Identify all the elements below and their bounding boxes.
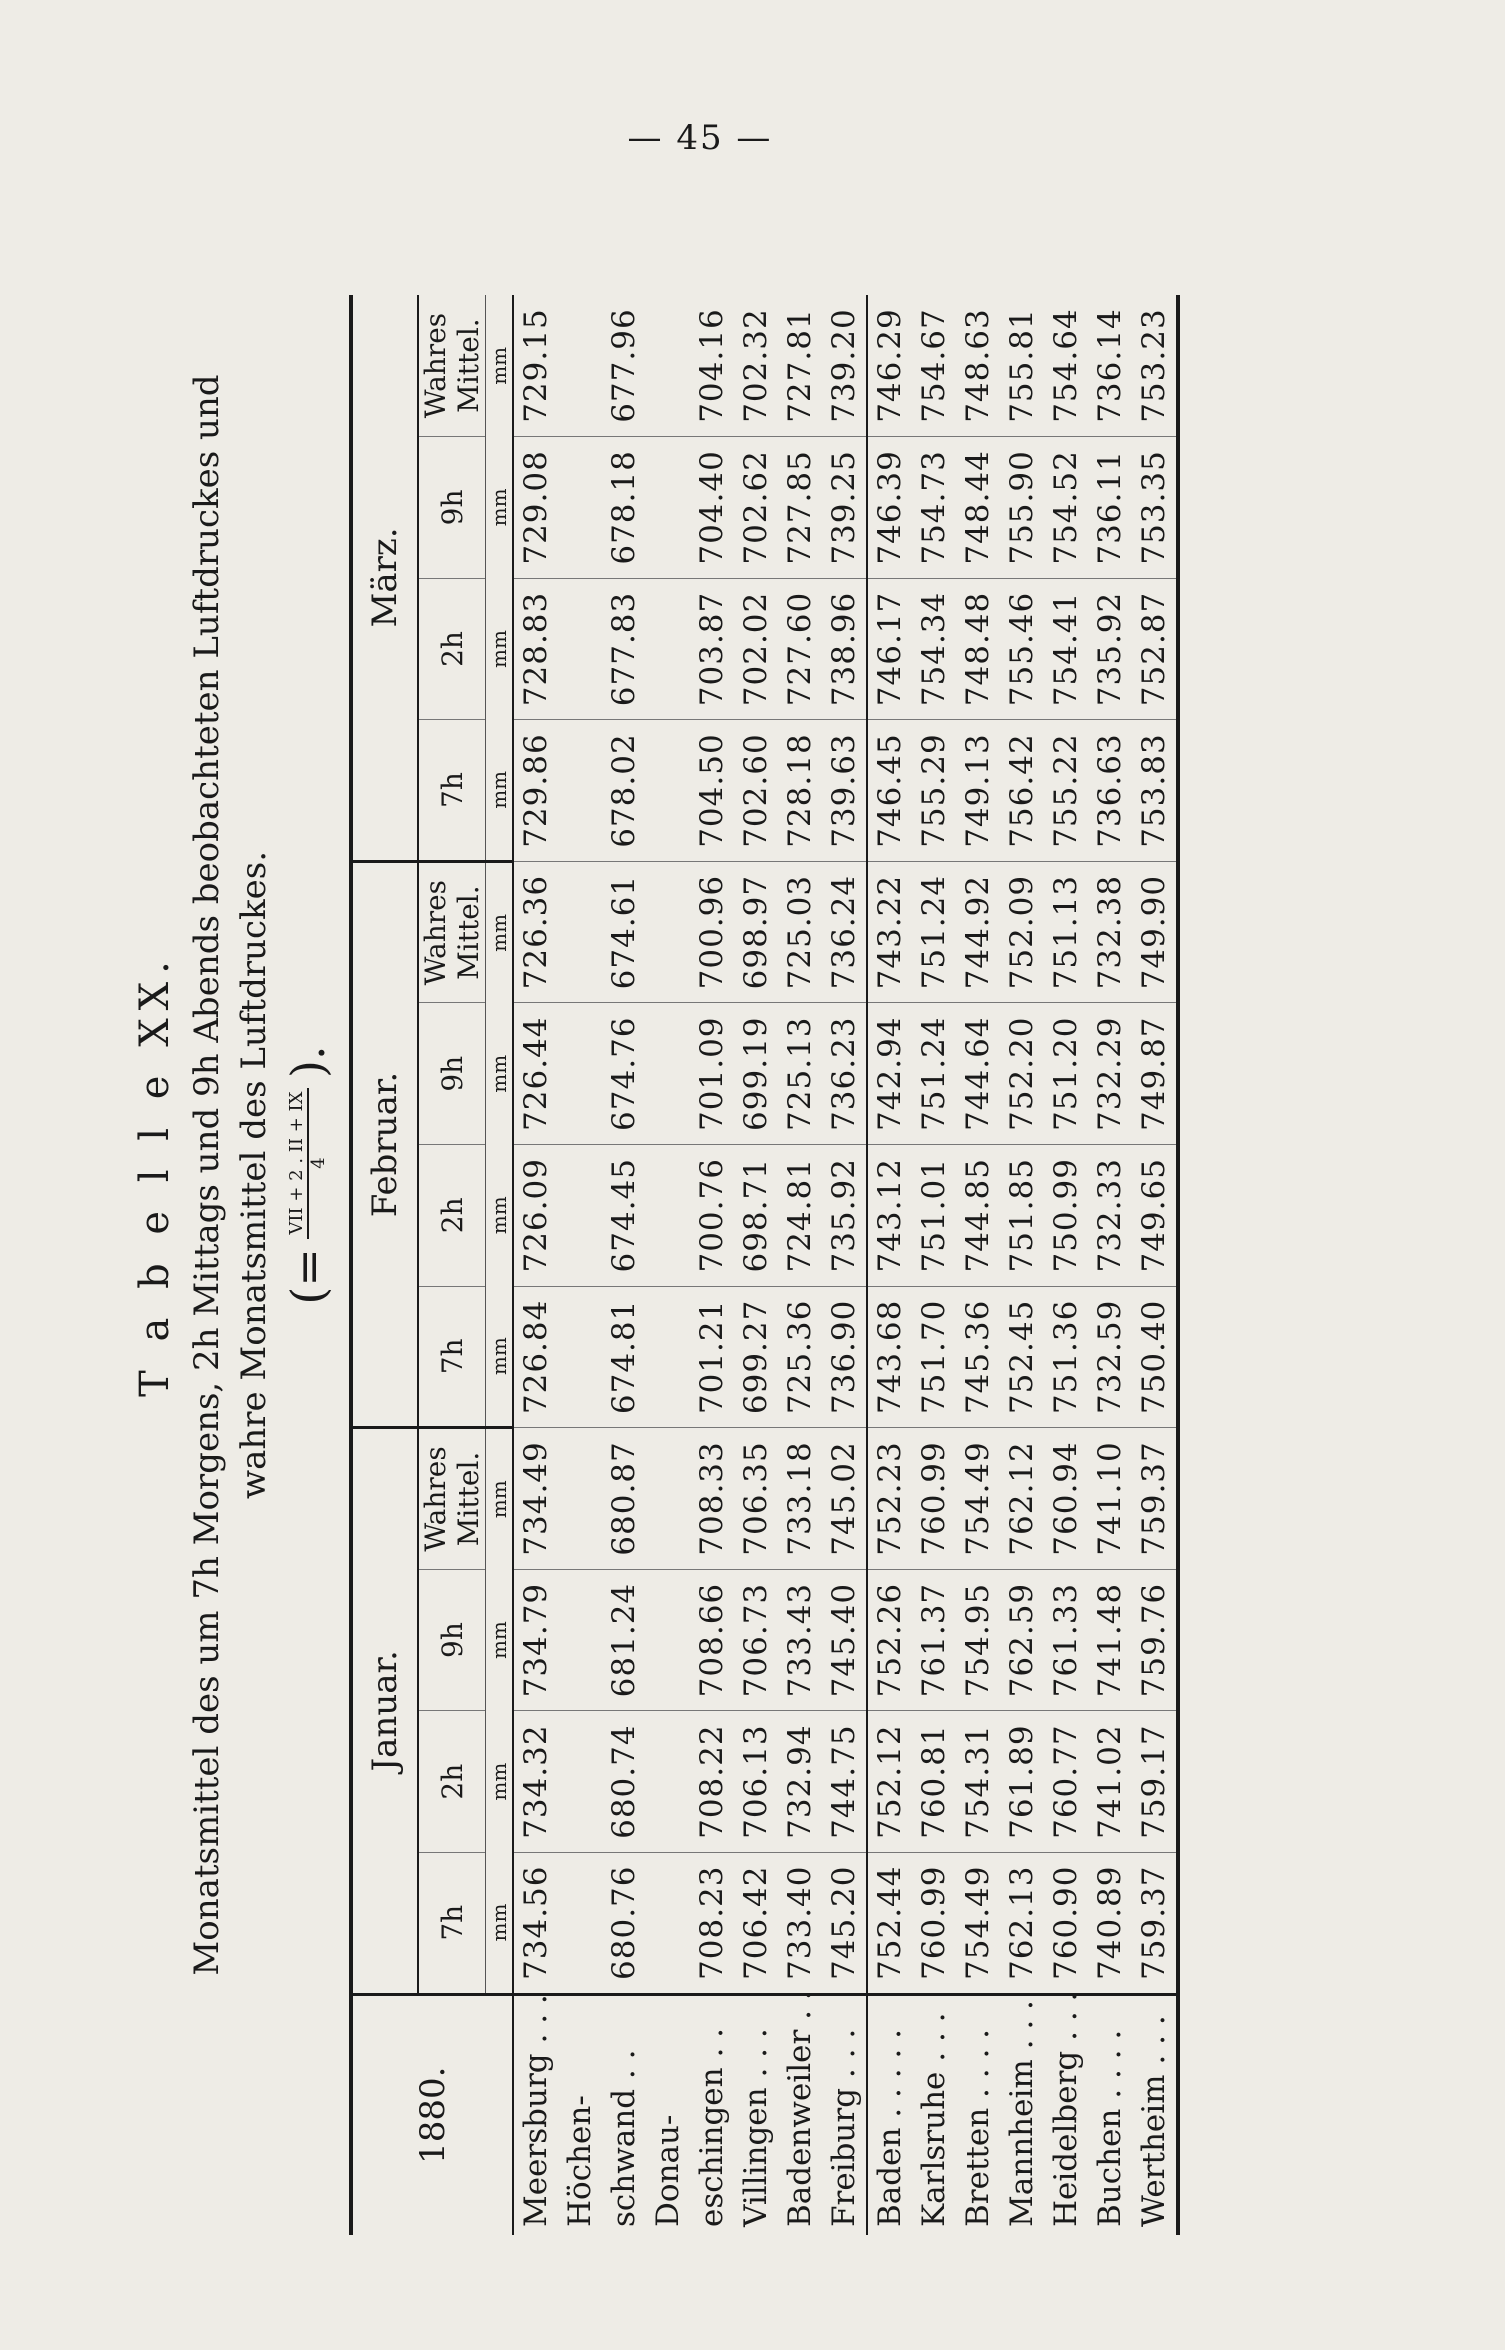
station-name: Mannheim . . . [1000,1994,1044,2235]
pressure-value [646,1569,690,1711]
formula [277,75,337,2275]
page-number: — 45 — [627,118,773,158]
station-name: Bretten . . . . [956,1994,1000,2235]
station-name: Wertheim . . . [1132,1994,1178,2235]
table-row [1044,295,1088,2235]
hour-header: 7h [418,720,486,862]
pressure-value: 704.16 [690,295,734,437]
pressure-value: 734.49 [513,1428,558,1570]
month-header: Februar. [351,861,418,1427]
pressure-value: 727.85 [778,437,822,579]
pressure-value: 733.18 [778,1428,822,1570]
table-subtitle-line2: wahre Monatsmittel des Luftdruckes. [234,850,274,1500]
formula-fraction [287,1088,329,1239]
pressure-value: 699.19 [734,1003,778,1145]
pressure-value: 749.90 [1132,861,1178,1003]
pressure-value: 725.13 [778,1003,822,1145]
pressure-value: 752.45 [1000,1286,1044,1428]
pressure-value: 754.34 [912,578,956,720]
hour-header: 2h [418,578,486,720]
pressure-value: 752.26 [867,1569,912,1711]
pressure-value: 754.49 [956,1428,1000,1570]
pressure-value: 680.74 [602,1711,646,1853]
station-name: Heidelberg . . . [1044,1994,1088,2235]
pressure-value: 727.60 [778,578,822,720]
pressure-value: 754.67 [912,295,956,437]
hour-header: 7h [418,1852,486,1994]
pressure-value: 760.94 [1044,1428,1088,1570]
table-wrapper [349,115,1180,2235]
pressure-value [646,1711,690,1853]
table-row [1088,295,1132,2235]
pressure-value: 729.86 [513,720,558,862]
pressure-value: 736.24 [822,861,867,1003]
pressure-value: 706.42 [734,1852,778,1994]
pressure-value [558,861,602,1003]
pressure-value: 746.29 [867,295,912,437]
pressure-value: 741.10 [1088,1428,1132,1570]
pressure-value: 708.22 [690,1711,734,1853]
pressure-value: 726.09 [513,1145,558,1287]
pressure-value: 678.18 [602,437,646,579]
pressure-value: 698.71 [734,1145,778,1287]
pressure-value [646,720,690,862]
table-row [646,295,690,2235]
month-header: Januar. [351,1428,418,1994]
pressure-value: 746.39 [867,437,912,579]
table-row [558,295,602,2235]
pressure-value: 752.12 [867,1711,912,1853]
pressure-value: 732.59 [1088,1286,1132,1428]
table-row [734,295,778,2235]
title-block [127,75,387,2275]
pressure-value: 755.81 [1000,295,1044,437]
pressure-value: 708.33 [690,1428,734,1570]
formula-suffix: ). [281,1045,335,1078]
pressure-value: 734.79 [513,1569,558,1711]
pressure-value: 674.76 [602,1003,646,1145]
pressure-value: 745.36 [956,1286,1000,1428]
unit-label: mm [487,1621,511,1660]
pressure-value [558,720,602,862]
hour-header: Wahres Mittel. [418,861,486,1003]
pressure-value: 751.70 [912,1286,956,1428]
unit-label: mm [487,1480,511,1519]
hour-header: 2h [418,1145,486,1287]
pressure-value: 755.22 [1044,720,1088,862]
pressure-value [646,437,690,579]
pressure-value: 754.95 [956,1569,1000,1711]
pressure-value: 754.49 [956,1852,1000,1994]
pressure-value [558,437,602,579]
pressure-value: 739.63 [822,720,867,862]
pressure-value: 702.32 [734,295,778,437]
unit-label: mm [486,1286,514,1428]
table-row [690,295,734,2235]
unit-label: mm [487,630,511,668]
pressure-value: 732.29 [1088,1003,1132,1145]
pressure-value: 735.92 [1088,578,1132,720]
pressure-value: 728.83 [513,578,558,720]
pressure-value: 744.92 [956,861,1000,1003]
pressure-value: 742.94 [867,1003,912,1145]
pressure-table [349,295,1180,2235]
pressure-value: 724.81 [778,1145,822,1287]
pressure-value [558,1711,602,1853]
pressure-value: 754.41 [1044,578,1088,720]
pressure-value: 743.68 [867,1286,912,1428]
pressure-value: 759.17 [1132,1711,1178,1853]
pressure-value: 750.99 [1044,1145,1088,1287]
pressure-value: 760.99 [912,1428,956,1570]
pressure-value: 702.02 [734,578,778,720]
station-name: Villingen . . . [734,1994,778,2235]
formula-denominator: 4 [308,1157,329,1169]
pressure-value [558,295,602,437]
pressure-value: 734.56 [513,1852,558,1994]
pressure-value: 699.27 [734,1286,778,1428]
pressure-value: 741.02 [1088,1711,1132,1853]
station-name: Baden . . . . . [867,1994,912,2235]
pressure-value: 706.35 [734,1428,778,1570]
pressure-value [646,295,690,437]
table-title: T a b e l l e XX. [132,953,178,1397]
pressure-value: 726.44 [513,1003,558,1145]
pressure-value [646,1286,690,1428]
station-name: schwand . . [602,1994,646,2235]
pressure-value: 745.40 [822,1569,867,1711]
unit-label: mm [486,720,514,862]
pressure-value: 736.11 [1088,437,1132,579]
pressure-value: 703.87 [690,578,734,720]
pressure-value: 761.89 [1000,1711,1044,1853]
table-subtitle-line1: Monatsmittel des um 7h Morgens, 2h Mittags und 9h Abends beobachteten Luftdruckes und [187,374,227,1976]
station-name: Donau- [646,1994,690,2235]
pressure-value: 759.37 [1132,1852,1178,1994]
station-name: Karlsruhe . . . [912,1994,956,2235]
pressure-value: 732.94 [778,1711,822,1853]
pressure-value: 743.12 [867,1145,912,1287]
hour-header: 9h [418,1003,486,1145]
station-name: Badenweiler . . [778,1994,822,2235]
table-row [1132,295,1178,2235]
pressure-value: 752.09 [1000,861,1044,1003]
pressure-value: 755.90 [1000,437,1044,579]
pressure-value: 732.38 [1088,861,1132,1003]
pressure-value: 752.23 [867,1428,912,1570]
pressure-value [558,1428,602,1570]
pressure-value: 701.09 [690,1003,734,1145]
pressure-value: 739.20 [822,295,867,437]
station-name: Buchen . . . . [1088,1994,1132,2235]
pressure-value [646,1145,690,1287]
pressure-value: 706.13 [734,1711,778,1853]
pressure-value: 726.84 [513,1286,558,1428]
pressure-value: 751.85 [1000,1145,1044,1287]
unit-label: mm [487,913,511,952]
pressure-value: 733.40 [778,1852,822,1994]
pressure-value: 751.13 [1044,861,1088,1003]
pressure-value: 674.61 [602,861,646,1003]
pressure-value: 754.64 [1044,295,1088,437]
pressure-value: 760.77 [1044,1711,1088,1853]
station-name: Höchen- [558,1994,602,2235]
pressure-value: 760.99 [912,1852,956,1994]
hour-header: Wahres Mittel. [418,295,486,437]
pressure-value: 706.73 [734,1569,778,1711]
unit-label: mm [487,488,511,527]
pressure-value: 753.83 [1132,720,1178,862]
pressure-value [558,1852,602,1994]
pressure-value: 736.90 [822,1286,867,1428]
pressure-value: 680.87 [602,1428,646,1570]
pressure-value: 751.24 [912,1003,956,1145]
pressure-value [646,1428,690,1570]
table-row [912,295,956,2235]
unit-label: mm [487,1054,511,1093]
pressure-value: 701.21 [690,1286,734,1428]
pressure-value [558,1003,602,1145]
pressure-value: 751.24 [912,861,956,1003]
pressure-value: 708.66 [690,1569,734,1711]
pressure-value: 735.92 [822,1145,867,1287]
year-header: 1880. [351,1994,513,2235]
pressure-value: 752.44 [867,1852,912,1994]
pressure-value: 678.02 [602,720,646,862]
pressure-value: 751.01 [912,1145,956,1287]
pressure-value: 744.75 [822,1711,867,1853]
pressure-value: 674.45 [602,1145,646,1287]
pressure-value [646,861,690,1003]
table-row [956,295,1000,2235]
pressure-value: 725.36 [778,1286,822,1428]
pressure-value: 700.76 [690,1145,734,1287]
pressure-value: 756.42 [1000,720,1044,862]
pressure-value: 748.44 [956,437,1000,579]
table-row [822,295,867,2235]
pressure-value: 762.13 [1000,1852,1044,1994]
pressure-value [558,1569,602,1711]
pressure-value: 681.24 [602,1569,646,1711]
table-row [602,295,646,2235]
pressure-value: 760.81 [912,1711,956,1853]
pressure-value: 762.12 [1000,1428,1044,1570]
pressure-value: 748.48 [956,578,1000,720]
pressure-value: 748.63 [956,295,1000,437]
pressure-value: 745.02 [822,1428,867,1570]
pressure-value: 761.33 [1044,1569,1088,1711]
hour-header: 9h [418,437,486,579]
pressure-value: 702.60 [734,720,778,862]
pressure-value: 704.40 [690,437,734,579]
pressure-value: 734.32 [513,1711,558,1853]
pressure-value: 749.87 [1132,1003,1178,1145]
unit-label: mm [487,1903,511,1942]
pressure-value: 755.46 [1000,578,1044,720]
pressure-value: 739.25 [822,437,867,579]
pressure-value: 708.23 [690,1852,734,1994]
pressure-value: 759.76 [1132,1569,1178,1711]
pressure-value: 674.81 [602,1286,646,1428]
unit-label: mm [487,1762,511,1801]
pressure-value: 751.20 [1044,1003,1088,1145]
hour-header: 7h [418,1286,486,1428]
pressure-value: 753.23 [1132,295,1178,437]
table-row [778,295,822,2235]
pressure-value: 727.81 [778,295,822,437]
pressure-value: 744.85 [956,1145,1000,1287]
pressure-value: 762.59 [1000,1569,1044,1711]
pressure-value: 741.48 [1088,1569,1132,1711]
pressure-value [558,1145,602,1287]
pressure-value: 759.37 [1132,1428,1178,1570]
pressure-value: 698.97 [734,861,778,1003]
pressure-value [646,1852,690,1994]
table-row [867,295,912,2235]
pressure-value: 746.17 [867,578,912,720]
month-header: März. [351,295,418,861]
formula-numerator: VII + 2 . II + IX [287,1088,309,1239]
pressure-value: 743.22 [867,861,912,1003]
pressure-value: 700.96 [690,861,734,1003]
pressure-value: 704.50 [690,720,734,862]
pressure-value: 729.08 [513,437,558,579]
unit-label: mm [487,346,511,385]
pressure-value: 760.90 [1044,1852,1088,1994]
pressure-value [646,578,690,720]
pressure-value: 736.14 [1088,295,1132,437]
pressure-value: 744.64 [956,1003,1000,1145]
hour-header: 2h [418,1711,486,1853]
pressure-value: 754.52 [1044,437,1088,579]
pressure-value: 677.96 [602,295,646,437]
station-name: eschingen . . [690,1994,734,2235]
pressure-value: 732.33 [1088,1145,1132,1287]
pressure-value: 755.29 [912,720,956,862]
pressure-value: 725.03 [778,861,822,1003]
hour-header: Wahres Mittel. [418,1428,486,1570]
pressure-value: 749.65 [1132,1145,1178,1287]
table-row [513,295,558,2235]
station-name: Meersburg . . . [513,1994,558,2235]
pressure-value: 702.62 [734,437,778,579]
pressure-value: 745.20 [822,1852,867,1994]
pressure-value [646,1003,690,1145]
pressure-value: 738.96 [822,578,867,720]
unit-label: mm [487,1196,511,1235]
pressure-value: 761.37 [912,1569,956,1711]
pressure-value [558,578,602,720]
pressure-value: 749.13 [956,720,1000,862]
pressure-value: 754.73 [912,437,956,579]
pressure-value: 736.63 [1088,720,1132,862]
pressure-value: 677.83 [602,578,646,720]
pressure-value: 752.20 [1000,1003,1044,1145]
pressure-value: 750.40 [1132,1286,1178,1428]
pressure-value: 728.18 [778,720,822,862]
pressure-value: 746.45 [867,720,912,862]
table-row [1000,295,1044,2235]
station-name: Freiburg . . . [822,1994,867,2235]
pressure-value: 751.36 [1044,1286,1088,1428]
pressure-value: 729.15 [513,295,558,437]
pressure-value: 726.36 [513,861,558,1003]
pressure-value: 680.76 [602,1852,646,1994]
formula-prefix: (= [281,1248,335,1305]
pressure-value: 754.31 [956,1711,1000,1853]
pressure-value: 736.23 [822,1003,867,1145]
pressure-value: 753.35 [1132,437,1178,579]
pressure-value: 740.89 [1088,1852,1132,1994]
pressure-value [558,1286,602,1428]
hour-header: 9h [418,1569,486,1711]
pressure-value: 752.87 [1132,578,1178,720]
pressure-value: 733.43 [778,1569,822,1711]
rotated-table-sheet [127,75,1377,2275]
